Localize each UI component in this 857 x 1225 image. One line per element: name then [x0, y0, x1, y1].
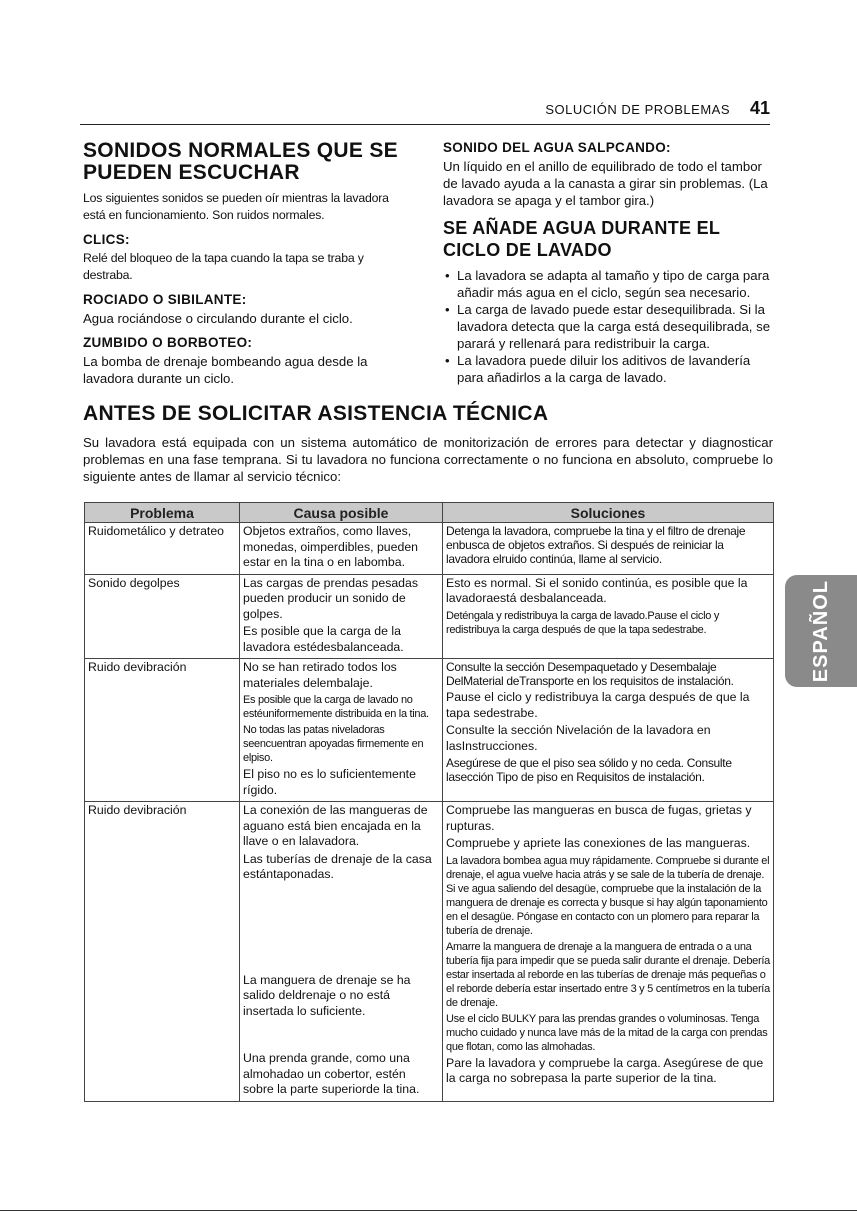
solution-text: La lavadora bombea agua muy rápidamente. Compruebe si durante el drenaje, el agua vuelve hacia atrás y se sale de la tubería de drenaje. Si ve agua saliendo del desagüe, compruebe que la instalación de la manguera de drenaje es correcta y busque si hay algún taponamiento en el desagüe. Póngase en contacto con un plomero para reparar la tubería de drenaje. — [446, 854, 770, 937]
normal-sounds-intro: Los siguientes sonidos se pueden oír mientras la lavadora está en funcionamiento. Son ruidos normales. — [83, 191, 389, 222]
solution-text: Pause el ciclo y redistribuya la carga después de que la tapa sedestrabe. — [446, 690, 750, 720]
solution-text: Compruebe las mangueras en busca de fugas, grietas y rupturas. — [446, 803, 752, 833]
rociado-heading: ROCIADO O SIBILANTE: — [83, 292, 247, 307]
section-title: SOLUCIÓN DE PROBLEMAS — [545, 102, 730, 117]
problem-cell: Ruidometálico y detrateo — [85, 523, 240, 575]
page-number: 41 — [749, 98, 770, 118]
solution-text: Esto es normal. Si el sonido continúa, es posible que la lavadoraestá desbalanceada. — [446, 575, 748, 605]
header-problema: Problema — [85, 503, 240, 523]
list-item: • La carga de lavado puede estar desequilibrada. Si la lavadora detecta que la carga está desequilibrada, se parará y rellenará para redistribuir la carga. — [443, 301, 773, 352]
cause-text: La conexión de las mangueras de aguano está bien encajada en la llave o en lalavadora. — [243, 803, 428, 848]
water-added-title: SE AÑADE AGUA DURANTE EL CICLO DE LAVADO — [443, 218, 720, 260]
normal-sounds-title: SONIDOS NORMALES QUE SE PUEDEN ESCUCHAR — [83, 139, 398, 184]
solution-text: Deténgala y redistribuya la carga de lavado.Pause el ciclo y redistribuya la carga después de que la tapa sedestrabe. — [446, 609, 720, 636]
problem-cell: Ruido devibración — [85, 802, 240, 1102]
page-header — [80, 100, 770, 125]
water-added-list — [443, 267, 773, 386]
cause-cell — [240, 802, 443, 1102]
header-soluciones: Soluciones — [443, 503, 774, 523]
cause-text: Objetos extraños, como llaves, monedas, oimperdibles, pueden estar en la tina o en labomba. — [243, 524, 419, 569]
header-causa: Causa posible — [240, 503, 443, 523]
zumbido-heading: ZUMBIDO O BORBOTEO: — [83, 335, 253, 350]
solution-text: Use el ciclo BULKY para las prendas grandes o voluminosas. Tenga mucho cuidado y nunca lave más de la mitad de la carga con prendas que flotan, como las almohadas. — [446, 1012, 768, 1053]
solution-cell — [443, 659, 774, 802]
table-row — [85, 802, 774, 1102]
solution-text: Amarre la manguera de drenaje a la manguera de entrada o a una tubería fija para impedir que se pueda salir durante el drenaje. Debería estar insertada al reborde en las tuberías de drenaje más pequeñas o el reborde debería estar insertado entre 3 y 5 centímetros en la tubería de drenaje. — [446, 940, 770, 1009]
cause-text: Es posible que la carga de lavado no estéuniformemente distribuida en la tina. — [243, 694, 429, 720]
solution-cell — [443, 574, 774, 659]
solution-text: Detenga la lavadora, compruebe la tina y el filtro de drenaje enbusca de objetos extraños. Si después de reiniciar la lavadora elruido continúa, llame al servicio. — [446, 524, 746, 566]
table-header-row — [85, 503, 774, 523]
solution-text: Compruebe y apriete las conexiones de las mangueras. — [446, 836, 751, 850]
cause-text: No se han retirado todos los materiales delembalaje. — [243, 660, 397, 690]
solution-text: Pare la lavadora y compruebe la carga. Asegúrese de que la carga no sobrepasa la parte superior de la tina. — [446, 1055, 764, 1085]
cause-text: La manguera de drenaje se ha salido deldrenaje o no está insertada lo suficiente. — [243, 972, 411, 1018]
zumbido-text: La bomba de drenaje bombeando agua desde la lavadora durante un ciclo. — [83, 354, 368, 386]
troubleshooting-table — [84, 502, 774, 1102]
water-sounds-column — [443, 140, 773, 386]
cause-text: No todas las patas niveladoras seencuentran apoyadas firmemente en elpiso. — [243, 724, 424, 764]
cause-text: Las cargas de prendas pesadas pueden producir un sonido de golpes. — [243, 575, 419, 621]
list-item: • La lavadora se adapta al tamaño y tipo de carga para añadir más agua en el ciclo, según sea necesario. — [443, 267, 773, 301]
solution-cell — [443, 523, 774, 575]
table-row — [85, 659, 774, 802]
clics-heading: CLICS: — [83, 232, 130, 247]
cause-cell — [240, 659, 443, 802]
cause-text: Una prenda grande, como una almohadao un cobertor, estén sobre la parte superiorde la tina. — [243, 1051, 420, 1096]
clics-text: Relé del bloqueo de la tapa cuando la tapa se traba y destraba. — [83, 251, 364, 282]
rociado-text: Agua rociándose o circulando durante el ciclo. — [83, 311, 353, 326]
table-row — [85, 523, 774, 575]
cause-text: Las tuberías de drenaje de la casa estántaponadas. — [243, 851, 432, 881]
page-bottom-rule — [0, 1210, 857, 1211]
normal-sounds-column — [83, 140, 413, 387]
cause-text: Es posible que la carga de la lavadora estédesbalanceada. — [243, 624, 404, 654]
cause-text: El piso no es lo suficientemente rígido. — [243, 767, 416, 797]
cause-cell — [240, 523, 443, 575]
solution-text: Asegúrese de que el piso sea sólido y no ceda. Consulte lasección Tipo de piso en Requisitos de instalación. — [446, 756, 732, 784]
solution-cell — [443, 802, 774, 1102]
language-tab — [785, 575, 857, 687]
service-title: ANTES DE SOLICITAR ASISTENCIA TÉCNICA — [83, 402, 549, 425]
salpicando-heading: SONIDO DEL AGUA SALPCANDO: — [443, 140, 671, 155]
solution-text: Consulte la sección Desempaquetado y Desembalaje DelMaterial deTransporte en los requisitos de instalación. — [446, 660, 734, 688]
service-intro: Su lavadora está equipada con un sistema automático de monitorización de errores para detectar y diagnosticar problemas en una fase temprana. Si tu lavadora no funciona correctamente o no funciona en absoluto, compruebe lo siguiente antes de llamar al servicio técnico: — [83, 435, 773, 484]
list-item: • La lavadora puede diluir los aditivos de lavandería para añadirlos a la carga de lavado. — [443, 352, 773, 386]
problem-cell: Sonido degolpes — [85, 574, 240, 659]
table-row — [85, 574, 774, 659]
service-section — [83, 402, 773, 485]
solution-text: Consulte la sección Nivelación de la lavadora en lasInstrucciones. — [446, 723, 711, 753]
language-tab-label: ESPAÑOL — [809, 579, 832, 683]
problem-cell: Ruido devibración — [85, 659, 240, 802]
salpicando-text: Un líquido en el anillo de equilibrado de todo el tambor de lavado ayuda a la canasta a girar sin problemas. (La lavadora se apaga y el tambor gira.) — [443, 159, 768, 208]
cause-cell — [240, 574, 443, 659]
